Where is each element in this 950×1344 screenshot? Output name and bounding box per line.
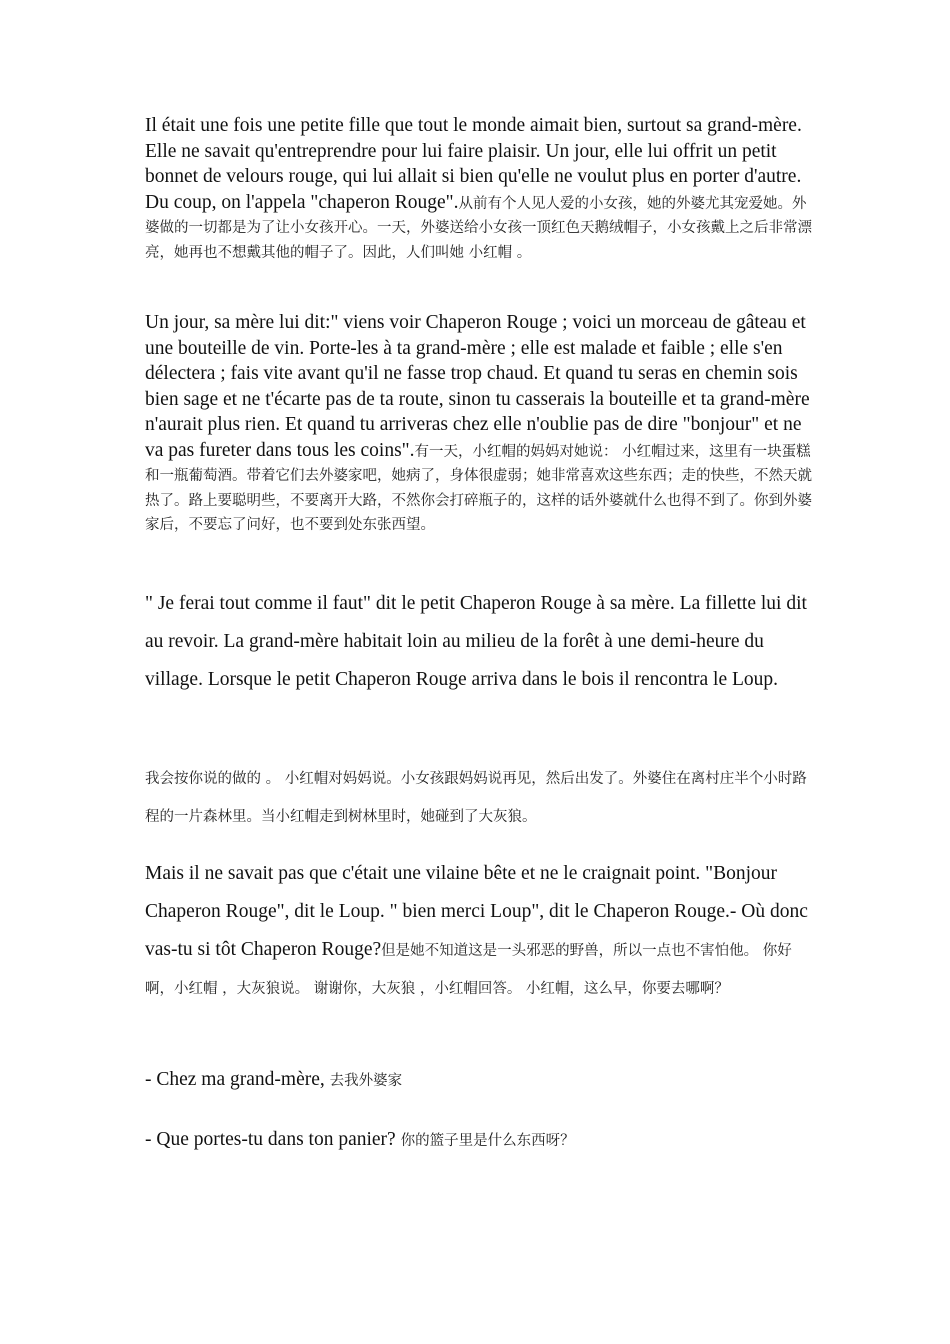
paragraph-6 [145, 1064, 813, 1097]
paragraph-7-chinese: 你的篮子里是什么东西呀？ [400, 1133, 575, 1149]
paragraph-5-chinese: 但是她不知道这是一头邪恶的野兽，所以一点也不害怕他。 你好啊，小红帽 ，大灰狼说。 谢谢你，大灰狼 ，小红帽回答。 小红帽，这么早，你要去哪啊？ [145, 943, 792, 997]
paragraph-2-chinese: 有一天，小红帽的妈妈对她说： 小红帽过来，这里有一块蛋糕和一瓶葡萄酒。带着它们去外婆家吧，她病了，身体很虚弱；她非常喜欢这些东西；走的快些，不然天就热了。路上要聪明些，不要离开大路，不然你会打碎瓶子的，这样的话外婆就什么也得不到了。你到外婆家后，不要忘了问好，也不要到处东张西望。 [145, 443, 812, 533]
paragraph-5-french: Mais il ne savait pas que c'était une vilaine bête et ne le craignait point. "Bonjour Chaperon Rouge", dit le Loup. " bien merci Loup", dit le Chaperon Rouge.- Où donc vas-tu si tôt Chaperon Rouge? [145, 863, 808, 960]
paragraph-1-chinese: 从前有个人见人爱的小女孩，她的外婆尤其宠爱她。外婆做的一切都是为了让小女孩开心。一天，外婆送给小女孩一顶红色天鹅绒帽子，小女孩戴上之后非常漂亮，她再也不想戴其他的帽子了。因此，人们叫她 小红帽 。 [145, 195, 812, 261]
paragraph-2-french: Un jour, sa mère lui dit:" viens voir Chaperon Rouge ; voici un morceau de gâteau et une bouteille de vin. Porte-les à ta grand-mère ; elle est malade et faible ; elle s'en délectera ; fais vite avant qu'il ne fasse trop chaud. Et quand tu seras en chemin sois bien sage et ne t'écarte pas de ta route, sinon tu casserais la bouteille et ta grand-mère n'aurait plus rien. Et quand tu arriveras chez elle n'oublie pas de dire "bonjour" et ne va pas fureter dans tous les coins". [145, 312, 810, 461]
paragraph-3 [145, 585, 813, 699]
paragraph-1-french: Il était une fois une petite fille que tout le monde aimait bien, surtout sa grand-mère. Elle ne savait qu'entreprendre pour lui faire plaisir. Un jour, elle lui offrit un petit bonnet de velours rouge, qui lui allait si bien qu'elle ne voulut plus en porter d'autre. Du coup, on l'appela "chaperon Rouge". [145, 115, 802, 213]
paragraph-4-chinese: 我会按你说的做的 。 小红帽对妈妈说。小女孩跟妈妈说再见，然后出发了。外婆住在离村庄半个小时路程的一片森林里。当小红帽走到树林里时，她碰到了大灰狼。 [145, 771, 807, 825]
paragraph-7 [145, 1124, 813, 1157]
paragraph-5 [145, 855, 813, 1008]
paragraph-6-french: - Chez ma grand-mère, [145, 1069, 330, 1090]
paragraph-1 [145, 114, 813, 265]
paragraph-7-french: - Que portes-tu dans ton panier? [145, 1129, 401, 1150]
paragraph-3-french: " Je ferai tout comme il faut" dit le petit Chaperon Rouge à sa mère. La fillette lui dit au revoir. La grand-mère habitait loin au milieu de la forêt à une demi-heure du village. Lorsque le petit Chaperon Rouge arriva dans le bois il rencontra le Loup. [145, 593, 807, 690]
paragraph-2 [145, 311, 813, 538]
paragraph-6-chinese: 去我外婆家 [329, 1073, 403, 1089]
paragraph-4 [145, 760, 813, 836]
